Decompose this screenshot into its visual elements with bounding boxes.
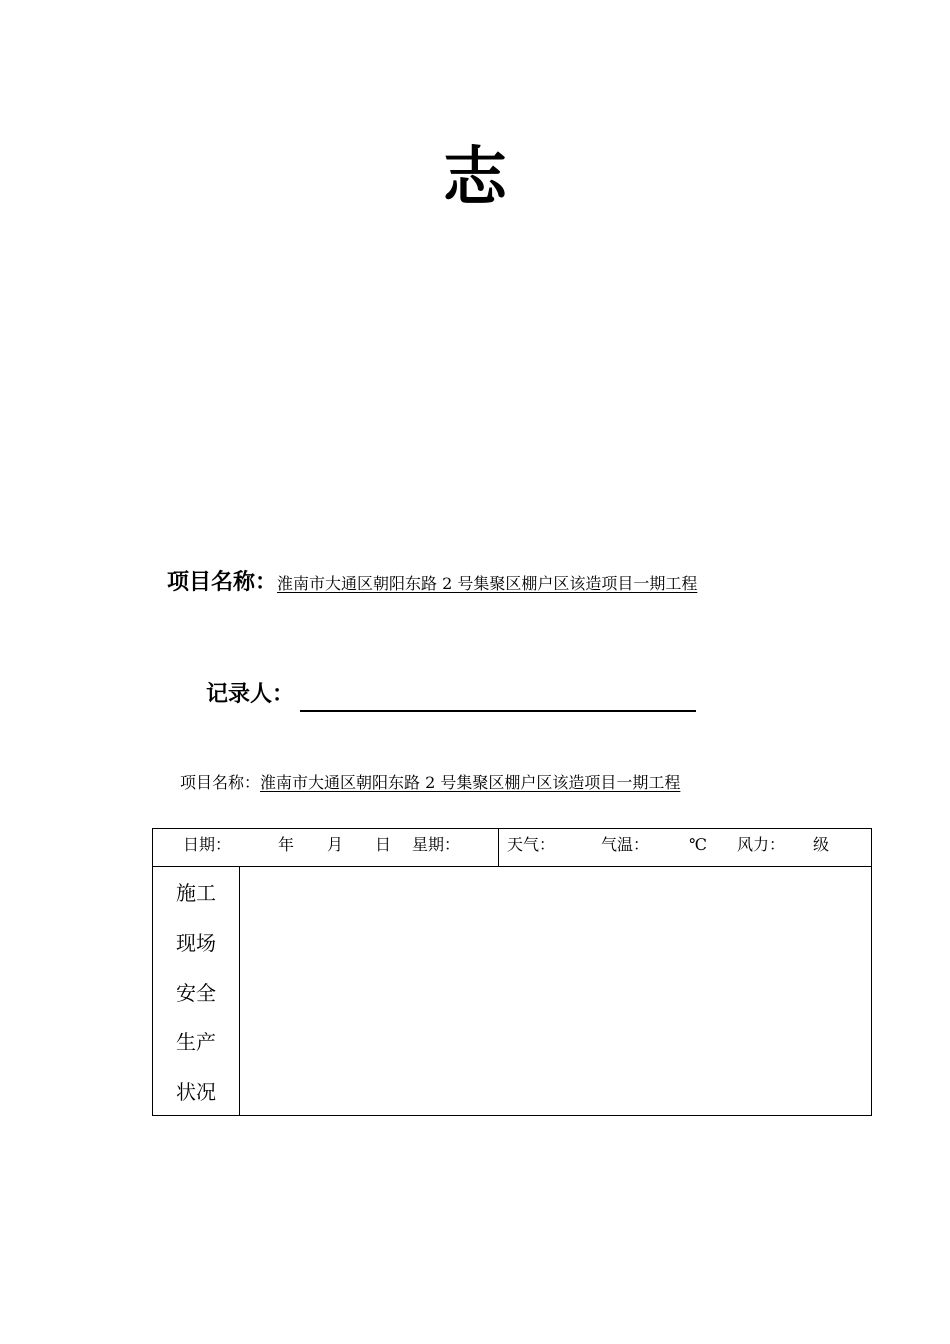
day-label: 日 [375, 835, 392, 854]
page-title: 志 [443, 141, 507, 215]
recorder-blank-field[interactable] [300, 684, 696, 712]
weather-label: 天气： [507, 835, 556, 854]
recorder-line [206, 678, 696, 712]
log-table [152, 828, 872, 1116]
recorder-label: 记录人： [206, 682, 295, 707]
side-label-line: 现场 [176, 931, 216, 955]
project-name-value: 淮南市大通区朝阳东路 2 号集聚区棚户区该造项目一期工程 [277, 574, 698, 593]
project-name-value-small: 淮南市大通区朝阳东路 2 号集聚区棚户区该造项目一期工程 [260, 773, 681, 792]
weekday-label: 星期： [412, 835, 461, 854]
side-label-line: 安全 [176, 981, 216, 1005]
project-name-label-small: 项目名称： [180, 773, 261, 792]
side-label-line: 状况 [176, 1080, 216, 1104]
month-label: 月 [327, 835, 344, 854]
log-table-header-row [153, 829, 871, 867]
side-label-line: 生产 [176, 1030, 216, 1054]
year-label: 年 [278, 835, 295, 854]
log-table-body-row [153, 866, 871, 1115]
project-name-label: 项目名称： [167, 570, 278, 595]
celsius-unit: ℃ [689, 835, 707, 854]
temperature-label: 气温： [601, 835, 650, 854]
safety-content-area[interactable] [240, 866, 871, 1115]
header-divider [498, 829, 499, 866]
project-name-line-small [180, 770, 680, 796]
wind-unit: 级 [813, 835, 830, 854]
date-label: 日期： [183, 835, 232, 854]
wind-label: 风力： [737, 835, 786, 854]
project-name-line [167, 566, 697, 601]
side-label-line: 施工 [176, 881, 216, 905]
